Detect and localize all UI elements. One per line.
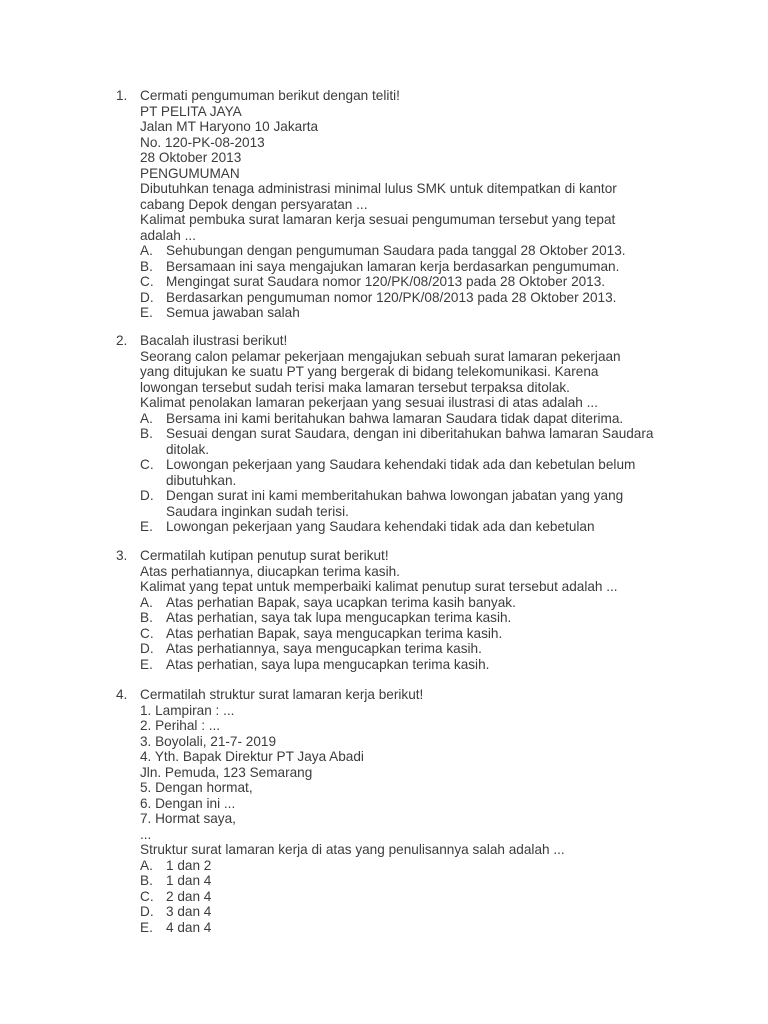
question-number: 2. bbox=[116, 333, 128, 348]
question-text-line: Kalimat yang tepat untuk memperbaiki kalimat penutup surat tersebut adalah ... bbox=[140, 579, 618, 594]
question-text-line: lowongan tersebut sudah terisi maka lamaran tersebut terpaksa ditolak. bbox=[140, 379, 570, 395]
option-text bbox=[166, 488, 716, 519]
option-text bbox=[166, 290, 716, 306]
question-text-line: 3. Boyolali, 21-7- 2019 bbox=[140, 733, 277, 749]
option-text-line: Sesuai dengan surat Saudara, dengan ini diberitahukan bahwa lamaran Saudara bbox=[166, 426, 654, 441]
question-text-line: PENGUMUMAN bbox=[140, 165, 240, 181]
option-text bbox=[166, 411, 716, 427]
question-3 bbox=[116, 548, 716, 672]
answer-option bbox=[140, 920, 716, 936]
option-text-line: Mengingat surat Saudara nomor 120/PK/08/2013 pada 28 Oktober 2013. bbox=[166, 274, 606, 289]
option-letter: C. bbox=[140, 457, 154, 472]
option-text-line: Sehubungan dengan pengumuman Saudara pada tanggal 28 Oktober 2013. bbox=[166, 243, 626, 258]
answer-option bbox=[140, 488, 716, 519]
question-text-line: No. 120-PK-08-2013 bbox=[140, 134, 265, 150]
option-text bbox=[166, 457, 716, 488]
question-text-line: Atas perhatiannya, diucapkan terima kasih. bbox=[140, 563, 400, 579]
option-text-line: Atas perhatian, saya tak lupa mengucapkan terima kasih. bbox=[166, 610, 512, 625]
option-text-line: 4 dan 4 bbox=[166, 919, 212, 935]
question-text-line: cabang Depok dengan persyaratan ... bbox=[140, 196, 368, 212]
option-text-line: 1 dan 4 bbox=[166, 873, 212, 888]
answer-option bbox=[140, 626, 716, 642]
option-letter: E. bbox=[140, 305, 153, 320]
question-number: 4. bbox=[116, 687, 128, 702]
option-text-line: 3 dan 4 bbox=[166, 904, 212, 919]
question-text-line: Struktur surat lamaran kerja di atas yang penulisannya salah adalah ... bbox=[140, 842, 565, 857]
option-letter: C. bbox=[140, 888, 154, 904]
question-body bbox=[140, 88, 716, 321]
option-text bbox=[166, 920, 716, 936]
option-text-line: 1 dan 2 bbox=[166, 857, 212, 873]
option-text-line: Atas perhatian, saya lupa mengucapkan terima kasih. bbox=[166, 656, 490, 672]
option-text-line: 2 dan 4 bbox=[166, 888, 212, 904]
option-letter: D. bbox=[140, 488, 154, 503]
question-text-line: Cermati pengumuman berikut dengan teliti! bbox=[140, 88, 400, 103]
question-text-line: Dibutuhkan tenaga administrasi minimal lulus SMK untuk ditempatkan di kantor bbox=[140, 181, 617, 196]
answer-option bbox=[140, 519, 716, 535]
question-text-line: 7. Hormat saya, bbox=[140, 811, 236, 826]
option-text bbox=[166, 641, 716, 657]
option-text-line: Atas perhatian Bapak, saya mengucapkan terima kasih. bbox=[166, 625, 503, 641]
option-letter: A. bbox=[140, 594, 153, 610]
option-letter: E. bbox=[140, 919, 153, 935]
option-text bbox=[166, 904, 716, 920]
option-text-line: Atas perhatiannya, saya mengucapkan terima kasih. bbox=[166, 641, 482, 656]
option-text-line: Saudara inginkan sudah terisi. bbox=[166, 503, 349, 519]
question-text-line: 2. Perihal : ... bbox=[140, 718, 221, 733]
question-text-line: ... bbox=[140, 826, 152, 842]
answer-option bbox=[140, 259, 716, 275]
question-text-line: 6. Dengan ini ... bbox=[140, 795, 236, 811]
question-body bbox=[140, 687, 716, 935]
answer-option bbox=[140, 873, 716, 889]
option-text bbox=[166, 873, 716, 889]
question-text-line: 4. Yth. Bapak Direktur PT Jaya Abadi bbox=[140, 749, 364, 764]
question-2 bbox=[116, 333, 716, 535]
option-text bbox=[166, 259, 716, 275]
answer-option bbox=[140, 889, 716, 905]
option-text-line: Berdasarkan pengumuman nomor 120/PK/08/2013 pada 28 Oktober 2013. bbox=[166, 289, 617, 305]
question-text-line: Jalan MT Haryono 10 Jakarta bbox=[140, 119, 319, 134]
question-body bbox=[140, 333, 716, 535]
question-text-line: Kalimat pembuka surat lamaran kerja sesuai pengumuman tersebut yang tepat bbox=[140, 212, 616, 227]
question-text-line: Kalimat penolakan lamaran pekerjaan yang sesuai ilustrasi di atas adalah ... bbox=[140, 395, 598, 410]
option-text bbox=[166, 305, 716, 321]
question-text-line: Seorang calon pelamar pekerjaan mengajukan sebuah surat lamaran pekerjaan bbox=[140, 348, 621, 364]
question-text-line: 1. Lampiran : ... bbox=[140, 702, 235, 718]
question-text-line: Bacalah ilustrasi berikut! bbox=[140, 333, 288, 348]
question-text-line: adalah ... bbox=[140, 227, 196, 243]
option-letter: B. bbox=[140, 426, 153, 441]
answer-option bbox=[140, 610, 716, 626]
option-letter: A. bbox=[140, 243, 153, 258]
option-text-line: Semua jawaban salah bbox=[166, 305, 300, 320]
answer-option bbox=[140, 641, 716, 657]
option-letter: B. bbox=[140, 258, 153, 274]
question-text-line: Cermatilah struktur surat lamaran kerja berikut! bbox=[140, 687, 424, 702]
question-text-line: Jln. Pemuda, 123 Semarang bbox=[140, 764, 313, 780]
option-letter: B. bbox=[140, 610, 153, 625]
answer-option bbox=[140, 858, 716, 874]
option-text-line: Atas perhatian Bapak, saya ucapkan terima kasih banyak. bbox=[166, 594, 516, 610]
option-letter: A. bbox=[140, 410, 153, 426]
option-letter: D. bbox=[140, 289, 154, 305]
option-text bbox=[166, 519, 716, 535]
option-letter: E. bbox=[140, 656, 153, 672]
option-text-line: Bersama ini kami beritahukan bahwa lamaran Saudara tidak dapat diterima. bbox=[166, 410, 624, 426]
answer-option bbox=[140, 411, 716, 427]
option-letter: D. bbox=[140, 641, 154, 656]
answer-option bbox=[140, 904, 716, 920]
answer-option bbox=[140, 426, 716, 457]
option-text bbox=[166, 626, 716, 642]
answer-option bbox=[140, 595, 716, 611]
answer-option bbox=[140, 290, 716, 306]
option-text-line: Bersamaan ini saya mengajukan lamaran kerja berdasarkan pengumuman. bbox=[166, 258, 620, 274]
question-text-line: PT PELITA JAYA bbox=[140, 103, 242, 119]
question-4 bbox=[116, 687, 716, 935]
question-1 bbox=[116, 88, 716, 321]
option-text-line: ditolak. bbox=[166, 441, 210, 457]
option-letter: D. bbox=[140, 904, 154, 919]
option-text bbox=[166, 426, 716, 457]
question-body bbox=[140, 548, 716, 672]
option-text-line: Dengan surat ini kami memberitahukan bahwa lowongan jabatan yang yang bbox=[166, 488, 624, 503]
option-letter: E. bbox=[140, 519, 153, 534]
option-text bbox=[166, 610, 716, 626]
option-text-line: Lowongan pekerjaan yang Saudara kehendaki tidak ada dan kebetulan bbox=[166, 519, 595, 534]
question-number: 1. bbox=[116, 88, 128, 103]
option-text bbox=[166, 657, 716, 673]
answer-option bbox=[140, 457, 716, 488]
option-letter: B. bbox=[140, 873, 153, 888]
option-text bbox=[166, 274, 716, 290]
answer-option bbox=[140, 274, 716, 290]
option-letter: C. bbox=[140, 274, 154, 289]
option-text bbox=[166, 243, 716, 259]
option-letter: A. bbox=[140, 857, 153, 873]
option-letter: C. bbox=[140, 625, 154, 641]
question-text-line: 28 Oktober 2013 bbox=[140, 150, 242, 165]
question-text-line: Cermatilah kutipan penutup surat berikut! bbox=[140, 548, 389, 563]
option-text bbox=[166, 595, 716, 611]
option-text bbox=[166, 889, 716, 905]
question-number: 3. bbox=[116, 548, 128, 563]
option-text-line: Lowongan pekerjaan yang Saudara kehendaki tidak ada dan kebetulan belum bbox=[166, 457, 636, 472]
question-text-line: yang ditujukan ke suatu PT yang bergerak di bidang telekomunikasi. Karena bbox=[140, 364, 599, 379]
option-text bbox=[166, 858, 716, 874]
answer-option bbox=[140, 243, 716, 259]
answer-option bbox=[140, 305, 716, 321]
answer-option bbox=[140, 657, 716, 673]
question-text-line: 5. Dengan hormat, bbox=[140, 780, 253, 795]
option-text-line: dibutuhkan. bbox=[166, 472, 237, 488]
